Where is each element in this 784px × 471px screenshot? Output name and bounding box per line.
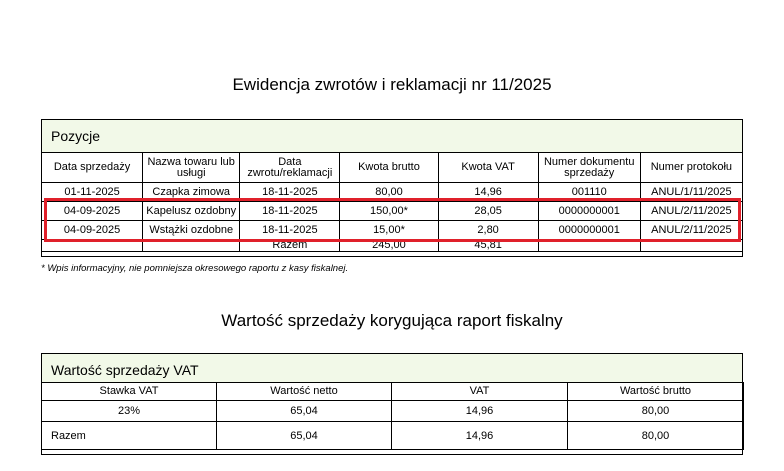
table-row — [42, 221, 743, 240]
cell: 18-11-2025 — [240, 202, 340, 221]
cell — [640, 240, 742, 252]
cell: 14,96 — [438, 183, 538, 202]
cell: 04-09-2025 — [42, 221, 143, 240]
cell: 15,00* — [340, 221, 438, 240]
cell: 65,04 — [217, 401, 392, 422]
vat-panel — [41, 353, 743, 455]
cell — [538, 240, 640, 252]
col-header: Numer protokołu — [640, 153, 742, 183]
cell: 04-09-2025 — [42, 202, 143, 221]
cell: 001110 — [538, 183, 640, 202]
cell: 01-11-2025 — [42, 183, 143, 202]
col-header: Data sprzedaży — [42, 153, 143, 183]
sum-label: Razem — [240, 240, 340, 252]
col-header: Numer dokumentu sprzedaży — [538, 153, 640, 183]
col-header: Kwota brutto — [340, 153, 438, 183]
page-title: Ewidencja zwrotów i reklamacji nr 11/2025 — [232, 75, 552, 94]
cell: 18-11-2025 — [240, 183, 340, 202]
col-header: Wartość brutto — [568, 383, 744, 401]
positions-panel — [41, 119, 743, 257]
sum-label: Razem — [42, 422, 217, 450]
col-header: VAT — [392, 383, 568, 401]
sum-vat: 14,96 — [392, 422, 568, 450]
cell: 150,00* — [340, 202, 438, 221]
cell: 28,05 — [438, 202, 538, 221]
section-title: Wartość sprzedaży korygująca raport fiskalny — [221, 311, 563, 330]
cell: 23% — [42, 401, 217, 422]
vat-heading: Wartość sprzedaży VAT — [42, 354, 742, 383]
cell: 2,80 — [438, 221, 538, 240]
col-header: Data zwrotu/reklamacji — [240, 153, 340, 183]
positions-heading: Pozycje — [42, 120, 742, 153]
col-header: Nazwa towaru lub usługi — [143, 153, 240, 183]
cell: 0000000001 — [538, 202, 640, 221]
sum-row — [42, 422, 744, 450]
sum-vat: 45,81 — [438, 240, 538, 252]
sum-brutto: 80,00 — [568, 422, 744, 450]
col-header: Kwota VAT — [438, 153, 538, 183]
sum-netto: 65,04 — [217, 422, 392, 450]
cell — [143, 240, 240, 252]
cell: Kapelusz ozdobny — [143, 202, 240, 221]
cell: Czapka zimowa — [143, 183, 240, 202]
cell: 0000000001 — [538, 221, 640, 240]
cell: ANUL/2/11/2025 — [640, 202, 742, 221]
cell: ANUL/1/11/2025 — [640, 183, 742, 202]
sum-row — [42, 240, 743, 252]
col-header: Wartość netto — [217, 383, 392, 401]
positions-header-row — [42, 153, 743, 183]
vat-table — [41, 382, 744, 450]
cell: 80,00 — [568, 401, 744, 422]
cell: 80,00 — [340, 183, 438, 202]
footnote: * Wpis informacyjny, nie pomniejsza okresowego raportu z kasy fiskalnej. — [41, 263, 349, 274]
cell: 18-11-2025 — [240, 221, 340, 240]
cell: ANUL/2/11/2025 — [640, 221, 742, 240]
table-row — [42, 202, 743, 221]
positions-table — [41, 152, 743, 252]
table-row — [42, 401, 744, 422]
cell — [42, 240, 143, 252]
col-header: Stawka VAT — [42, 383, 217, 401]
cell: Wstążki ozdobne — [143, 221, 240, 240]
vat-header-row — [42, 383, 744, 401]
cell: 14,96 — [392, 401, 568, 422]
sum-brutto: 245,00 — [340, 240, 438, 252]
table-row — [42, 183, 743, 202]
